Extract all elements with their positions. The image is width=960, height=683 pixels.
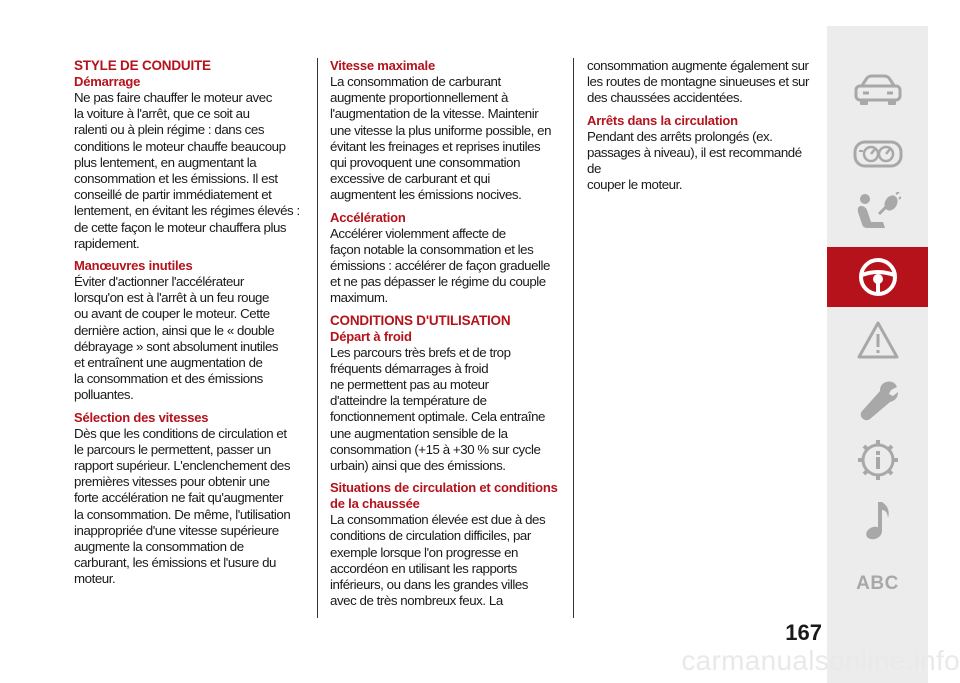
warning-triangle-icon: [856, 320, 900, 360]
section-title-driving-style: STYLE DE CONDUITE: [74, 58, 211, 73]
paragraph-acceleration: Accélérer violemment affecte de façon notable la consommation et les émissions : accélérer de façon graduelle et ne pas dépasser le régime du couple maximum.: [330, 225, 550, 306]
section-title-operating-conditions: CONDITIONS D'UTILISATION: [330, 312, 511, 328]
column-2: [330, 58, 558, 615]
music-note-icon: [861, 498, 895, 542]
wrench-icon: [856, 378, 900, 422]
heading-acceleration: Accélération: [330, 209, 406, 225]
index-abc-label: ABC: [856, 573, 899, 594]
sidebar-item-technical-data[interactable]: [827, 434, 928, 486]
watermark: carmanualsonline.info: [681, 645, 960, 676]
page-number: 167: [785, 620, 822, 645]
column-divider-2: [573, 58, 574, 618]
heading-traffic-stops: Arrêts dans la circulation: [587, 112, 738, 128]
heading-cold-start: Départ à froid: [330, 328, 412, 344]
sidebar-item-driving[interactable]: [827, 247, 928, 307]
technical-data-gear-icon: [856, 438, 900, 482]
sidebar-item-emergency[interactable]: [827, 314, 928, 366]
steering-wheel-icon: [857, 256, 899, 298]
airbag-seat-icon: [855, 192, 901, 232]
car-icon: [853, 73, 903, 107]
paragraph-maximum-speed: La consommation de carburant augmente proportionnellement à l'augmentation de la vitesse. Maintenir une vitesse la plus uniforme possible, en évitant les freinages et reprises inutiles qui provoquent une consommation excessive de carburant et qui augmentent les émissions nocives.: [330, 74, 552, 203]
heading-gear-selection: Sélection des vitesses: [74, 409, 209, 425]
sidebar-item-index[interactable]: [827, 558, 928, 610]
heading-unnecessary-maneuvers: Manœuvres inutiles: [74, 258, 193, 274]
sidebar-item-car[interactable]: [827, 64, 928, 116]
paragraph-gear-selection: Dès que les conditions de circulation et le parcours le permettent, passer un rapport supérieur. L'enclenchement des premières vitesses pour obtenir une forte accélération ne fait qu'augmenter la consommation. De même, l'utilisation inappropriée d'une vitesse supérieure augmente la consommation de carburant, les émissions et l'usure du moteur.: [74, 425, 291, 587]
sidebar-item-multimedia[interactable]: [827, 494, 928, 546]
sidebar-item-safety[interactable]: [827, 186, 928, 238]
sidebar-item-maintenance[interactable]: [827, 374, 928, 426]
paragraph-traffic-situations: La consommation élevée est due à des conditions de circulation difficiles, par exemple lorsque l'on progresse en accordéon en utilisant les rapports inférieurs, ou dans les grandes villes avec de très nombreux feux. La: [330, 512, 546, 609]
paragraph-traffic-stops: Pendant des arrêts prolongés (ex. passages à niveau), il est recommandé de couper le moteur.: [587, 128, 802, 193]
paragraph-traffic-continued: consommation augmente également sur les routes de montagne sinueuses et sur des chaussées accidentées.: [587, 58, 809, 106]
sidebar-item-dashboard[interactable]: [827, 128, 928, 180]
column-divider-1: [317, 58, 318, 618]
paragraph-unnecessary-maneuvers: Éviter d'actionner l'accélérateur lorsqu'on est à l'arrêt à un feu rouge ou avant de couper le moteur. Cette dernière action, ainsi que le « double débrayage » sont absolument inutiles et entraînent une augmentation de la consommation et des émissions polluantes.: [74, 274, 279, 403]
chapter-sidebar: [827, 26, 928, 683]
heading-traffic-situations: Situations de circulation et conditions de la chaussée: [330, 480, 558, 512]
paragraph-cold-start: Les parcours très brefs et de trop fréquents démarrages à froid ne permettent pas au moteur d'atteindre la température de fonctionnement optimale. Cela entraîne une augmentation sensible de la consommation (+15 à +30 % sur cycle urbain) ainsi que des émissions.: [330, 344, 545, 474]
column-3: [587, 58, 815, 199]
heading-starting: Démarrage: [74, 74, 141, 89]
paragraph-starting: Ne pas faire chauffer le moteur avec la voiture à l'arrêt, que ce soit au ralenti ou à plein régime : dans ces conditions le moteur chauffe beaucoup plus lentement, en augmentant la consommation et les émissions. Il est conseillé de partir immédiatement et lentement, en évitant les régimes élevés : de cette façon le moteur chauffera plus rapidement.: [74, 90, 300, 251]
column-1: [74, 58, 302, 594]
dashboard-gauges-icon: [853, 139, 903, 169]
heading-maximum-speed: Vitesse maximale: [330, 58, 435, 73]
